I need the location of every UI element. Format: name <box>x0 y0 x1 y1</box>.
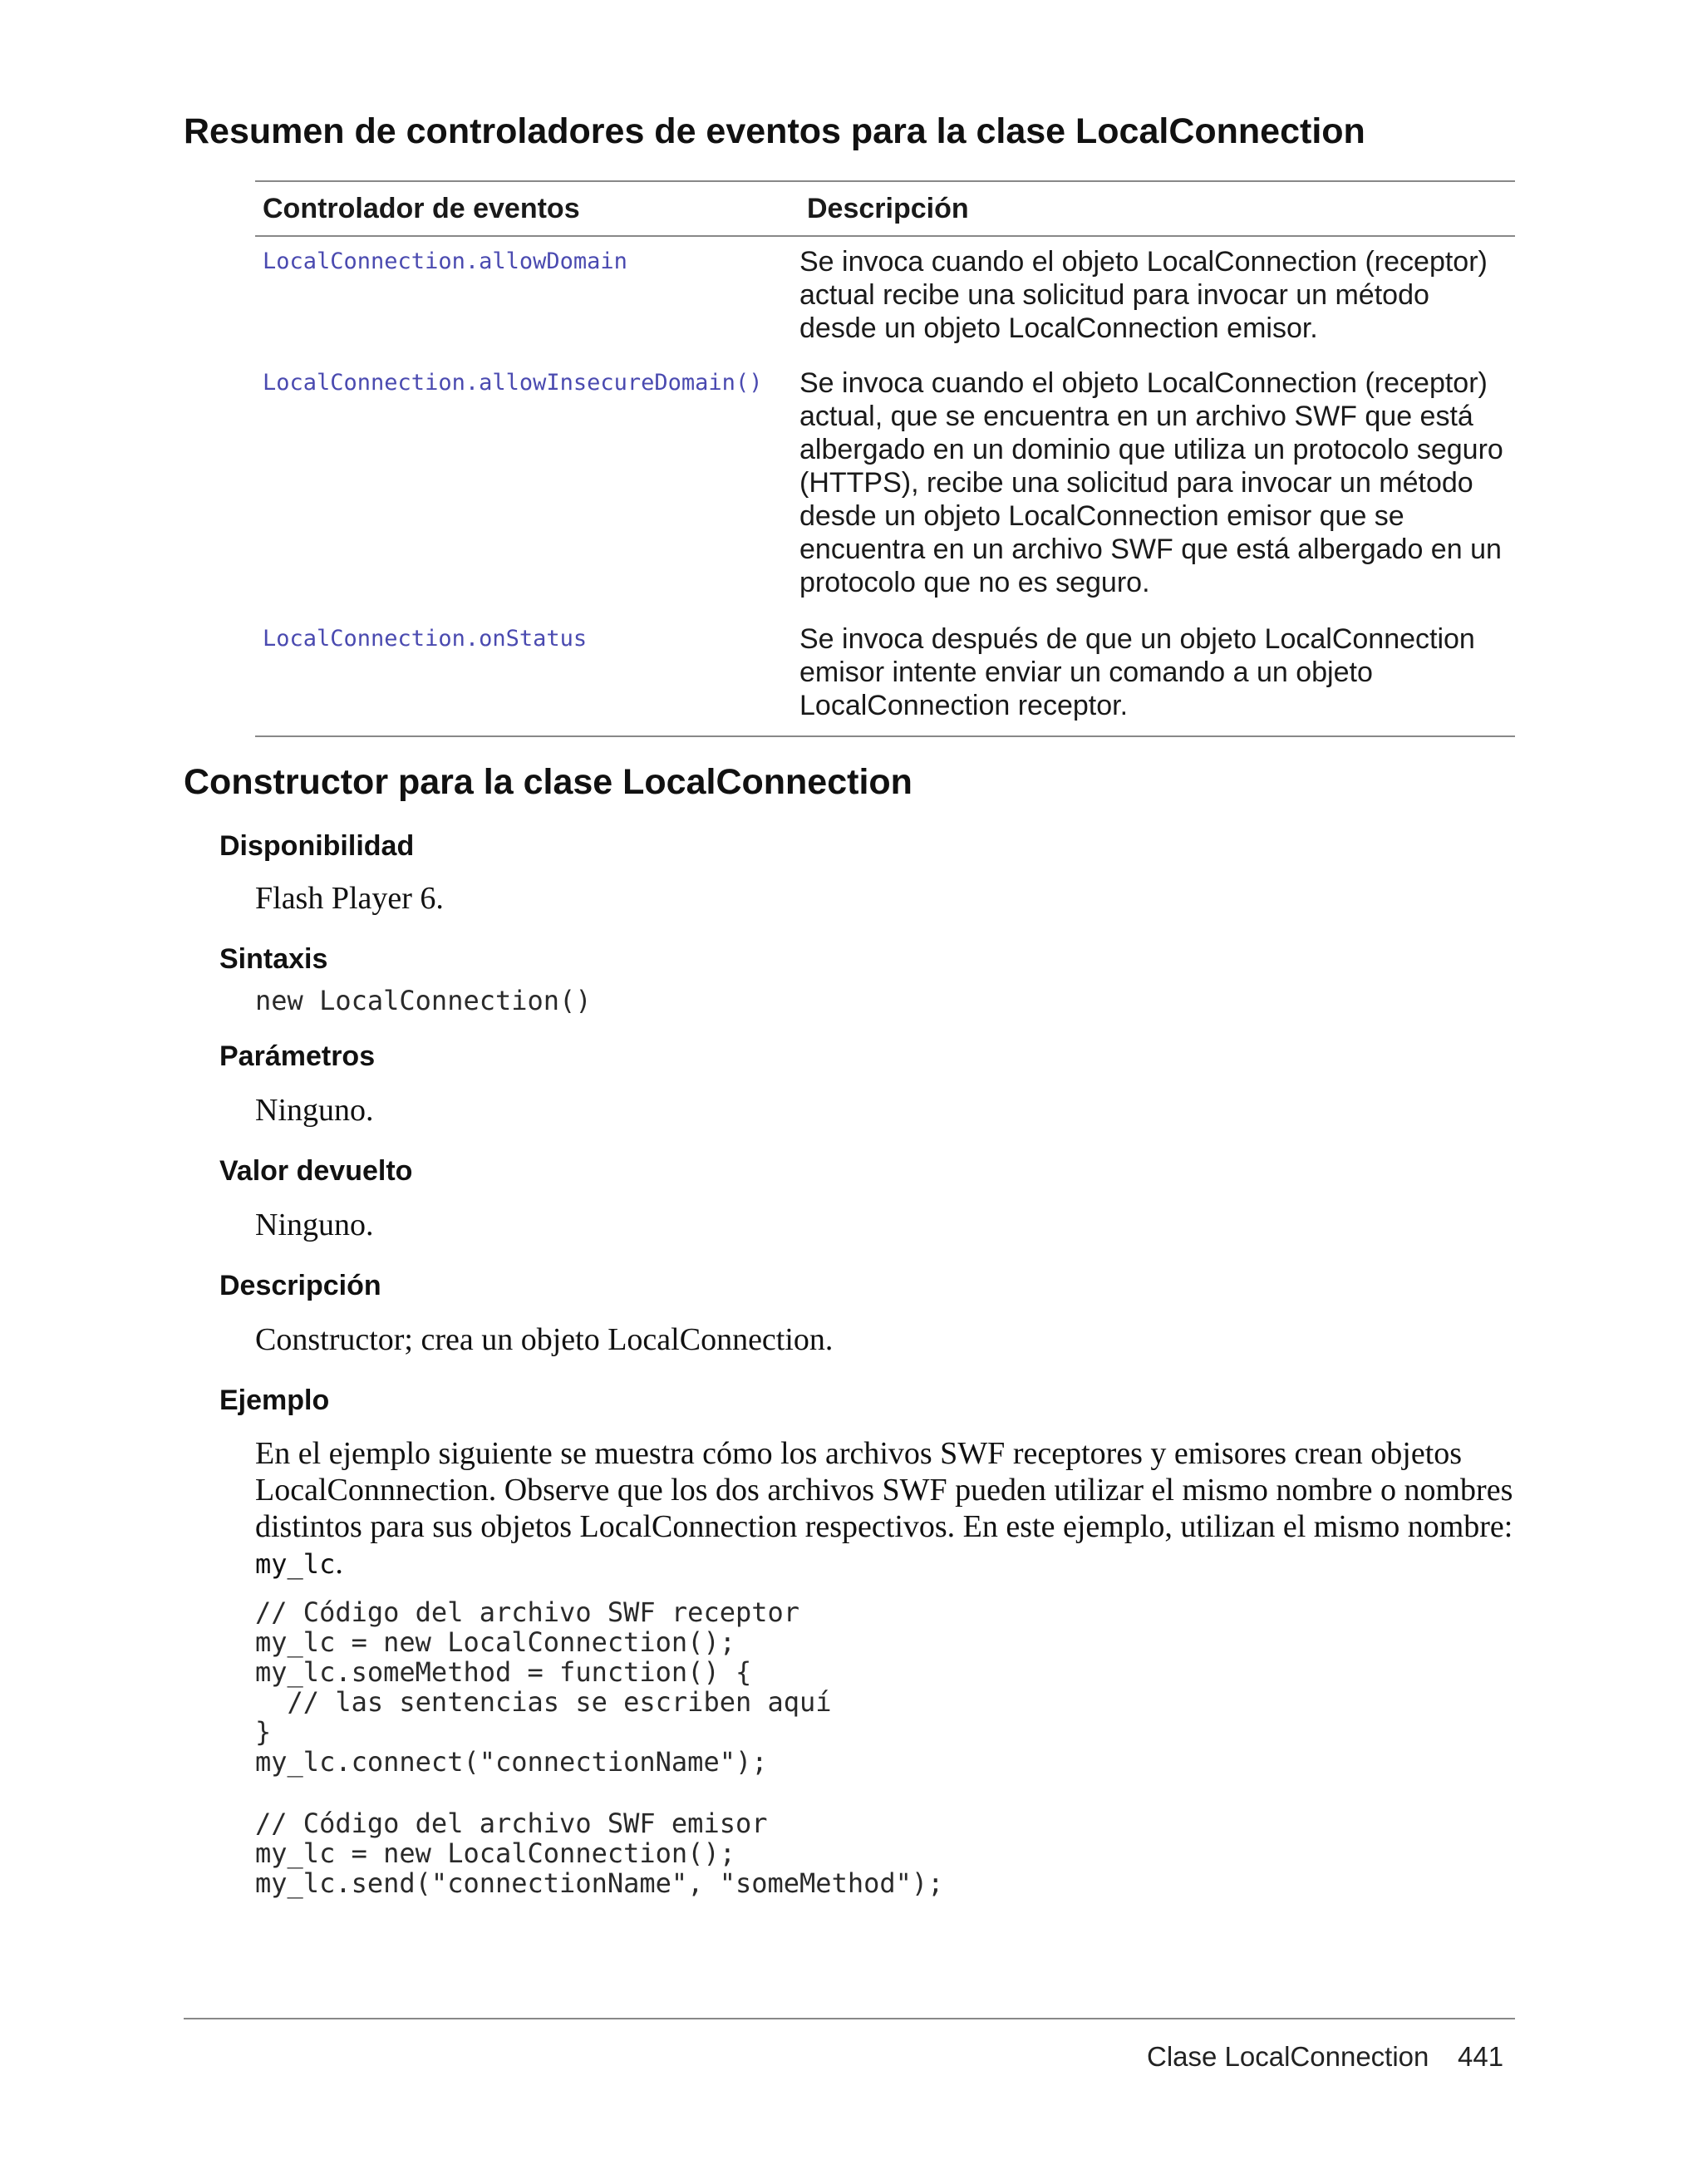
event-handlers-table <box>255 180 1515 737</box>
description-value: Constructor; crea un objeto LocalConnection. <box>255 1322 834 1357</box>
parameters-label: Parámetros <box>219 1040 376 1072</box>
header-description: Descripción <box>807 192 969 224</box>
example-trailing: . <box>335 1546 343 1581</box>
header-event-handler: Controlador de eventos <box>263 192 580 224</box>
code-block-sender: // Código del archivo SWF emisor my_lc = new LocalConnection(); my_lc.send("connectionName", "someMethod"); <box>255 1808 944 1899</box>
example-inline-code: my_lc <box>255 1548 336 1580</box>
availability-value: Flash Player 6. <box>255 881 444 916</box>
handler-name[interactable]: LocalConnection.onStatus <box>263 626 588 652</box>
description-label: Descripción <box>219 1270 381 1301</box>
example-text: En el ejemplo siguiente se muestra cómo los archivos SWF receptores y emisores crean objetos LocalConnnection. Observe que los dos archivos SWF pueden utilizar el mismo nombre o nombres distintos para sus objetos LocalConnection respectivos. En este ejemplo, utilizan el mismo nombre: <box>255 1436 1513 1544</box>
section-title-constructor: Constructor para la clase LocalConnection <box>184 762 912 802</box>
footer-divider <box>184 2018 1515 2019</box>
syntax-code: new LocalConnection() <box>255 985 592 1016</box>
table-row <box>255 614 1515 735</box>
return-value-label: Valor devuelto <box>219 1155 413 1187</box>
handler-description: Se invoca después de que un objeto LocalConnection emisor intente enviar un comando a un objeto LocalConnection receptor. <box>799 623 1475 721</box>
example-label: Ejemplo <box>219 1385 330 1416</box>
table-header <box>255 182 1515 237</box>
handler-description: Se invoca cuando el objeto LocalConnection (receptor) actual recibe una solicitud para invocar un método desde un objeto LocalConnection emisor. <box>799 246 1488 344</box>
section-title-event-handlers: Resumen de controladores de eventos para la clase LocalConnection <box>184 111 1365 151</box>
code-block-receiver: // Código del archivo SWF receptor my_lc = new LocalConnection(); my_lc.someMethod = function() { // las sentencias se escriben aquí } my_lc.connect("connectionName"); <box>255 1596 832 1778</box>
page-number: 441 <box>1458 2041 1504 2072</box>
return-value-value: Ninguno. <box>255 1208 374 1242</box>
footer-title: Clase LocalConnection <box>1147 2041 1429 2072</box>
parameters-value: Ninguno. <box>255 1093 374 1128</box>
handler-description: Se invoca cuando el objeto LocalConnection (receptor) actual, que se encuentra en un archivo SWF que está albergado en un dominio que utiliza un protocolo seguro (HTTPS), recibe una solicitud para invocar un método desde un objeto LocalConnection emisor que se encuentra en un archivo SWF que está albergado en un protocolo que no es seguro. <box>799 367 1503 598</box>
availability-label: Disponibilidad <box>219 830 415 862</box>
handler-name[interactable]: LocalConnection.allowDomain <box>263 248 627 274</box>
syntax-label: Sintaxis <box>219 943 328 975</box>
handler-name[interactable]: LocalConnection.allowInsecureDomain() <box>263 370 763 396</box>
table-row <box>255 237 1515 358</box>
table-row <box>255 358 1515 614</box>
example-paragraph <box>255 1435 1518 1582</box>
